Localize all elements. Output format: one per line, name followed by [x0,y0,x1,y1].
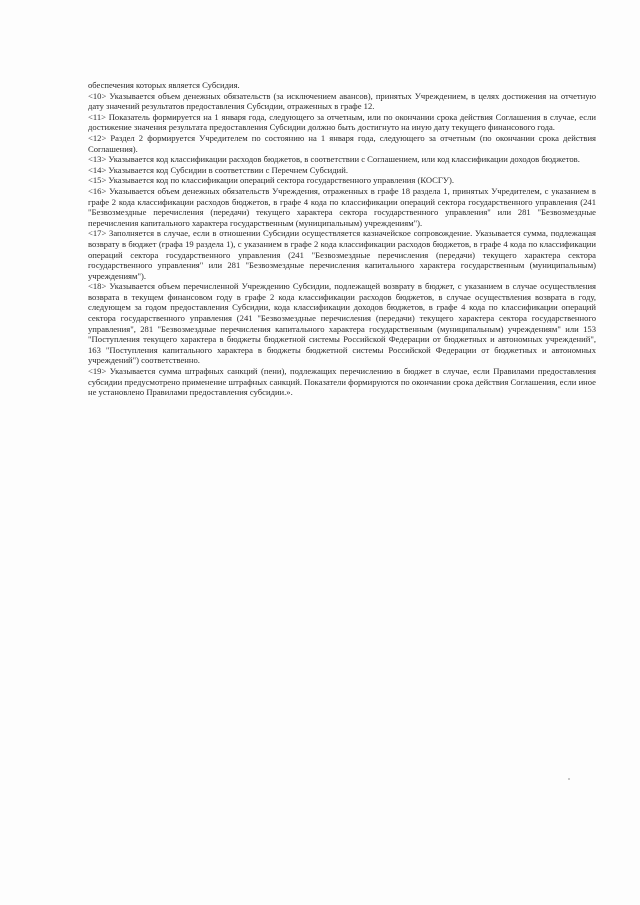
footnote-19: <19> Указывается сумма штрафных санкций (пени), подлежащих перечислению в бюджет в случае, если Правилами предоставления субсидии предусмотрено применение штрафных санкций. Показатели формируются по окончании срока действия Соглашения, если иное не установлено Правилами предоставления субсидии.». [88,366,596,398]
footnote-16: <16> Указывается объем денежных обязательств Учреждения, отраженных в графе 18 раздела 1, принятых Учредителем, с указанием в графе 2 кода классификации расходов бюджетов, в графе 4 кода по классификации операций сектора государственного управления (241 "Безвозмездные перечисления (передачи) текущего характера сектора государственного управления" или 281 "Безвозмездные перечисления капитального характера государственным (муниципальным) учреждениям"). [88,185,596,228]
footnote-18: <18> Указывается объем перечисленной Учреждению Субсидии, подлежащей возврату в бюджет, с указанием в случае осуществления возврата в текущем финансовом году в графе 2 кода классификации расходов бюджетов, в случае осуществления возврата в году, следующем за годом предоставления Субсидии, кода классификации доходов бюджетов, в графе 4 кода по классификации операций сектора государственного управления (241 "Безвозмездные перечисления (передачи) текущего характера сектора государственного управления", 281 "Безвозмездные перечисления капитального характера государственным (муниципальным) учреждениям" или 153 "Поступления текущего характера в бюджеты бюджетной системы Российской Федерации от бюджетных и автономных учреждений", 163 "Поступления капитального характера в бюджеты бюджетной системы Российской Федерации от бюджетных и автономных учреждений") соответственно. [88,281,596,366]
footnote-11: <11> Показатель формируется на 1 января года, следующего за отчетным, или по окончании срока действия Соглашения в случае, если достижение значения результата предоставления Субсидии должно быть достигнуто на иную дату текущего финансового года. [88,111,596,133]
footnote-10: <10> Указывается объем денежных обязательств (за исключением авансов), принятых Учреждением, в целях достижения на отчетную дату значений результатов предоставления Субсидии, отраженных в графе 12. [88,90,596,112]
footnote-15: <15> Указывается код по классификации операций сектора государственного управления (КОСГУ). [88,175,454,186]
scan-speck [568,778,570,780]
footnote-continuation: обеспечения которых является Субсидия. [88,80,240,90]
footnote-14: <14> Указывается код Субсидии в соответствии с Перечнем Субсидий. [88,164,348,175]
footnote-12: <12> Раздел 2 формируется Учредителем по состоянию на 1 января года, следующего за отчетным (по окончании срока действия Соглашения). [88,132,596,154]
footnotes-block [88,80,596,398]
footnote-13: <13> Указывается код классификации расходов бюджетов, в соответствии с Соглашением, или код классификации доходов бюджетов. [88,154,580,165]
footnote-17: <17> Заполняется в случае, если в отношении Субсидии осуществляется казначейское сопровождение. Указывается сумма, подлежащая возврату в бюджет (графа 19 раздела 1), с указанием в графе 2 кода классификации расходов бюджетов, в графе 4 кода по классификации операций сектора государственного управления (241 "Безвозмездные перечисления (передачи) текущего характера сектора государственного управления" или 281 "Безвозмездные перечисления капитального характера государственным (муниципальным) учреждениям"). [88,228,596,281]
